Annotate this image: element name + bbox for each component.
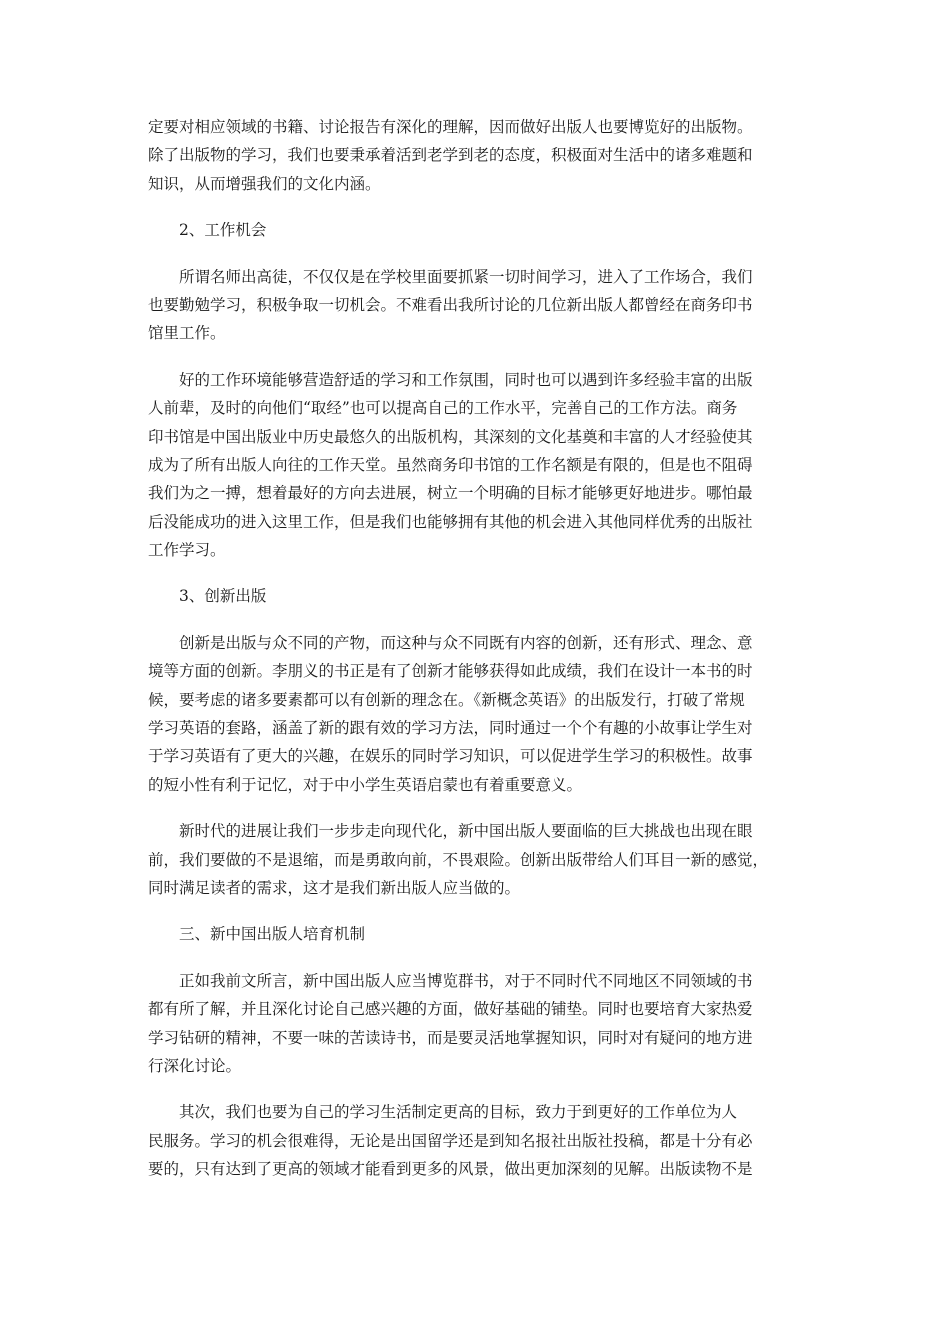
text-line: 除了出版物的学习，我们也要秉承着活到老学到老的态度，积极面对生活中的诸多难题和 bbox=[148, 146, 753, 165]
text-line: 我们为之一搏，想着最好的方向去进展，树立一个明确的目标才能够更好地进步。哪怕最 bbox=[148, 484, 753, 503]
section-heading-innovative-publishing: 3、创新出版 bbox=[179, 587, 267, 606]
text-line: 印书馆是中国出版业中历史最悠久的出版机构，其深刻的文化基奠和丰富的人才经验使其 bbox=[148, 427, 753, 446]
paragraph-work-2 bbox=[148, 366, 803, 565]
text-line: 学习钻研的精神，不要一味的苦读诗书，而是要灵活地掌握知识，同时对有疑问的地方进 bbox=[148, 1028, 753, 1047]
text-line: 也要勤勉学习，积极争取一切机会。不难看出我所讨论的几位新出版人都曾经在商务印书 bbox=[148, 295, 753, 314]
text-line: 馆里工作。 bbox=[148, 324, 226, 343]
paragraph-innovation-2 bbox=[148, 817, 803, 902]
text-line: 定要对相应领域的书籍、讨论报告有深化的理解，因而做好出版人也要博览好的出版物。 bbox=[148, 118, 753, 136]
text-line: 于学习英语有了更大的兴趣，在娱乐的同时学习知识，可以促进学生学习的积极性。故事 bbox=[148, 747, 753, 766]
text-line: 后没能成功的进入这里工作，但是我们也能够拥有其他的机会进入其他同样优秀的出版社 bbox=[148, 512, 753, 531]
text-line: 境等方面的创新。李朋义的书正是有了创新才能够获得如此成绩，我们在设计一本书的时 bbox=[148, 662, 753, 681]
text-line: 所谓名师出高徒，不仅仅是在学校里面要抓紧一切时间学习，进入了工作场合，我们 bbox=[179, 267, 753, 286]
text-line: 知识，从而增强我们的文化内涵。 bbox=[148, 174, 381, 193]
text-line: 人前辈，及时的向他们“取经”也可以提高自己的工作水平，完善自己的工作方法。商务 bbox=[148, 399, 738, 418]
text-line: 新时代的进展让我们一步步走向现代化，新中国出版人要面临的巨大挑战也出现在眼 bbox=[179, 822, 753, 841]
text-line: 好的工作环境能够营造舒适的学习和工作氛围，同时也可以遇到许多经验丰富的出版 bbox=[179, 370, 753, 389]
text-line: 成为了所有出版人向往的工作天堂。虽然商务印书馆的工作名额是有限的，但是也不阻碍 bbox=[148, 455, 753, 474]
paragraph-intro bbox=[148, 113, 803, 198]
text-line: 要的，只有达到了更高的领域才能看到更多的风景，做出更加深刻的见解。出版读物不是 bbox=[148, 1160, 753, 1179]
text-line: 创新是出版与众不同的产物，而这种与众不同既有内容的创新，还有形式、理念、意 bbox=[179, 633, 753, 652]
text-line: 其次，我们也要为自己的学习生活制定更高的目标，致力于到更好的工作单位为人 bbox=[179, 1103, 738, 1122]
section-heading-work-opportunity: 2、工作机会 bbox=[179, 221, 267, 240]
paragraph-mechanism-2 bbox=[148, 1098, 803, 1183]
text-line: 都有所了解，并且深化讨论自己感兴趣的方面，做好基础的铺垫。同时也要培育大家热爱 bbox=[148, 1000, 753, 1019]
text-line: 民服务。学习的机会很难得，无论是出国留学还是到知名报社出版社投稿，都是十分有必 bbox=[148, 1131, 753, 1150]
text-line: 行深化讨论。 bbox=[148, 1056, 242, 1075]
document-body bbox=[148, 113, 803, 1184]
text-line: 的短小性有利于记忆，对于中小学生英语启蒙也有着重要意义。 bbox=[148, 775, 583, 794]
paragraph-work-1 bbox=[148, 263, 803, 348]
paragraph-mechanism-1 bbox=[148, 967, 803, 1081]
paragraph-innovation-1 bbox=[148, 629, 803, 799]
text-line: 候，要考虑的诸多要素都可以有创新的理念在。《新概念英语》的出版发行，打破了常规 bbox=[148, 690, 745, 709]
text-line: 前，我们要做的不是退缩，而是勇敢向前，不畏艰险。创新出版带给人们耳目一新的感觉， bbox=[148, 850, 769, 869]
text-line: 学习英语的套路，涵盖了新的跟有效的学习方法，同时通过一个个有趣的小故事让学生对 bbox=[148, 719, 753, 738]
text-line: 工作学习。 bbox=[148, 541, 226, 560]
section-heading-training-mechanism: 三、新中国出版人培育机制 bbox=[179, 925, 366, 944]
text-line: 同时满足读者的需求，这才是我们新出版人应当做的。 bbox=[148, 878, 521, 897]
text-line: 正如我前文所言，新中国出版人应当博览群书，对于不同时代不同地区不同领域的书 bbox=[179, 971, 753, 990]
